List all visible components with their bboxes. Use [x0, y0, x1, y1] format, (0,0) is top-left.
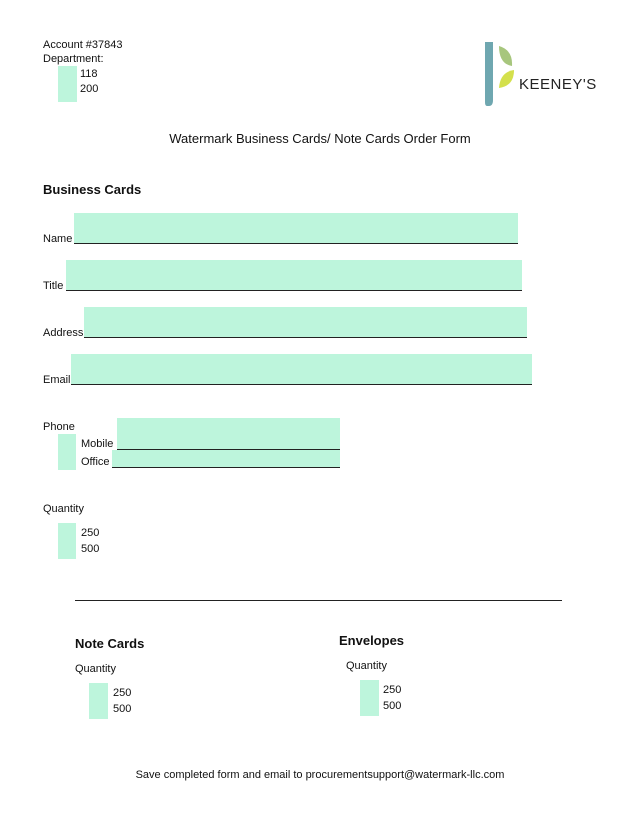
- form-title: Watermark Business Cards/ Note Cards Order Form: [169, 131, 471, 146]
- envelopes-heading: Envelopes: [339, 633, 405, 648]
- name-field[interactable]: [74, 213, 518, 244]
- envelopes-quantity-checkboxes[interactable]: [360, 680, 379, 716]
- email-label: Email: [43, 374, 71, 386]
- account-number: Account #37843: [43, 39, 123, 51]
- address-field[interactable]: [84, 307, 527, 338]
- logo-text: KEENEY'S: [519, 76, 597, 93]
- department-118: 118: [80, 68, 98, 80]
- mobile-field[interactable]: [117, 418, 340, 450]
- section-divider: [75, 600, 562, 601]
- office-label: Office: [81, 456, 110, 468]
- keeneys-logo: [483, 40, 595, 108]
- address-label: Address: [43, 327, 84, 339]
- business-cards-heading: Business Cards: [43, 182, 142, 197]
- department-200: 200: [80, 83, 99, 95]
- title-label: Title: [43, 280, 64, 292]
- note-cards-quantity-checkboxes[interactable]: [89, 683, 108, 719]
- note-cards-qty-250: 250: [113, 687, 132, 699]
- business-cards-qty-500: 500: [81, 543, 100, 555]
- title-field[interactable]: [66, 260, 522, 291]
- department-label: Department:: [43, 53, 104, 65]
- department-checkbox-group[interactable]: [58, 66, 77, 102]
- phone-label: Phone: [43, 421, 75, 433]
- business-cards-quantity-label: Quantity: [43, 503, 84, 515]
- envelopes-quantity-label: Quantity: [346, 660, 387, 672]
- envelopes-qty-500: 500: [383, 700, 402, 712]
- logo-mark-icon: [483, 40, 595, 108]
- email-field[interactable]: [71, 354, 532, 385]
- envelopes-qty-250: 250: [383, 684, 402, 696]
- business-cards-quantity-checkboxes[interactable]: [58, 523, 76, 559]
- footer-instructions: Save completed form and email to procurementsupport@watermark-llc.com: [135, 769, 505, 781]
- note-cards-quantity-label: Quantity: [75, 663, 116, 675]
- mobile-label: Mobile: [81, 438, 114, 450]
- name-label: Name: [43, 233, 73, 245]
- note-cards-qty-500: 500: [113, 703, 132, 715]
- business-cards-qty-250: 250: [81, 527, 100, 539]
- phone-checkbox-group[interactable]: [58, 434, 76, 470]
- note-cards-heading: Note Cards: [75, 636, 145, 651]
- office-field[interactable]: [112, 450, 340, 468]
